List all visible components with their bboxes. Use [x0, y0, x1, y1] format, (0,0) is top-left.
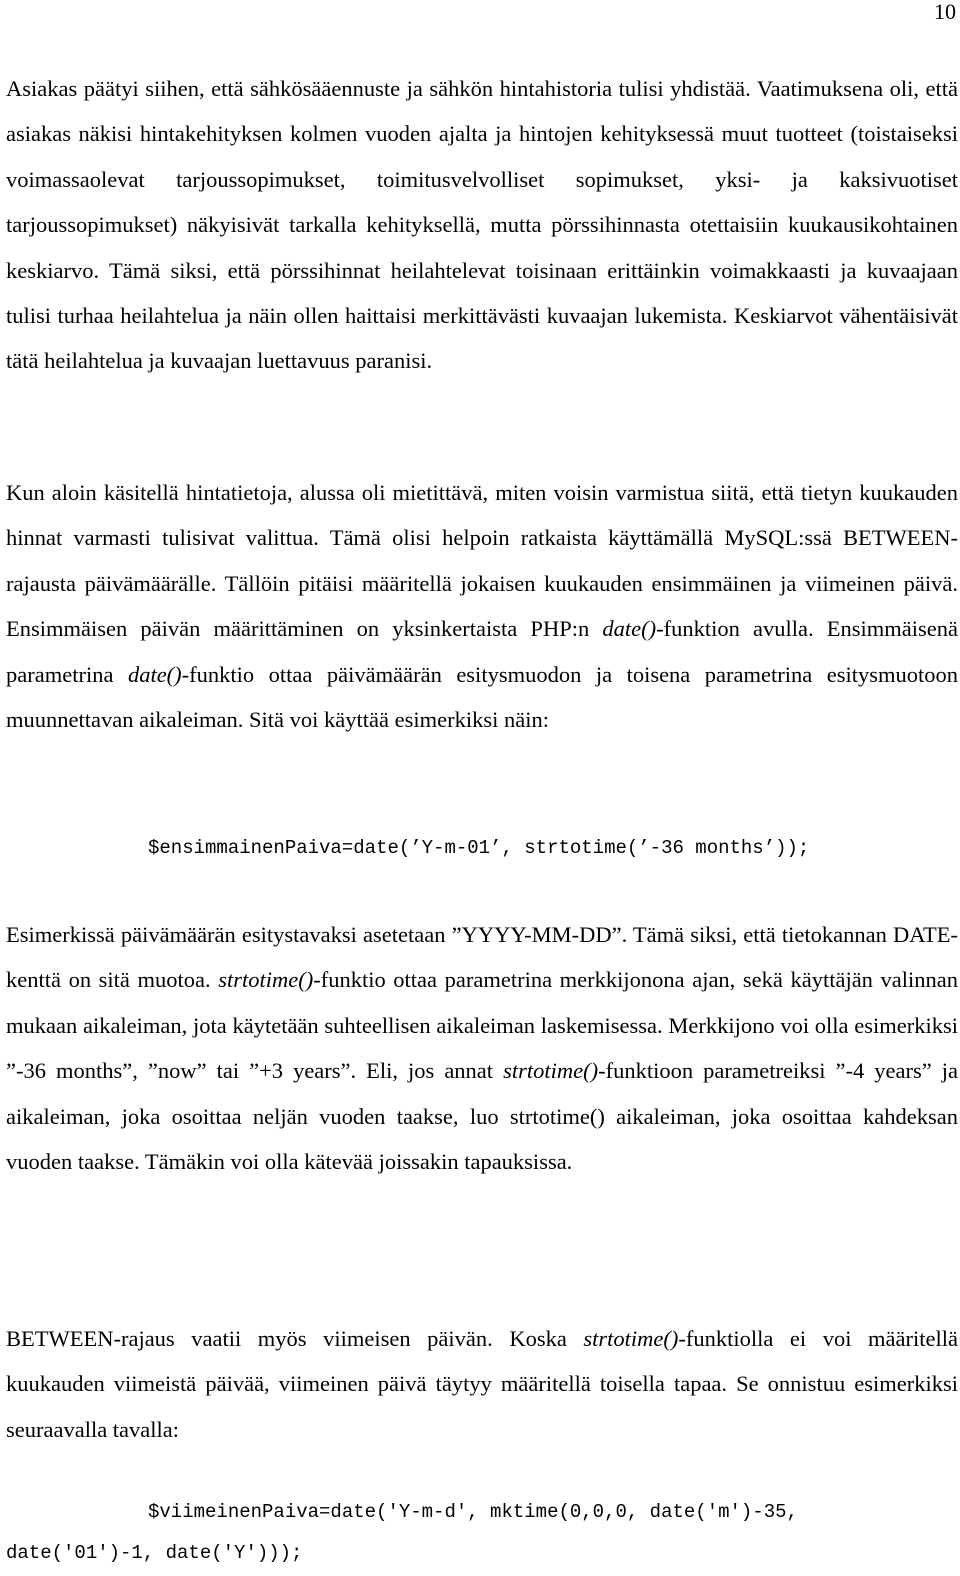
code-last-day-line2: date('01')-1, date('Y'))); [6, 1542, 303, 1564]
function-name: date() [127, 661, 182, 687]
paragraph-date-function [6, 470, 958, 742]
text-segment: BETWEEN-rajaus vaatii myös viimeisen päivän. Koska [6, 1326, 584, 1351]
paragraph-strtotime [6, 912, 958, 1184]
text-segment: -funktio ottaa päivämäärän esitysmuodon ja toisena parametrina esitysmuotoon muunnettavan aikaleiman. Sitä voi käyttää esimerkiksi näin: [6, 661, 958, 733]
function-name: date() [602, 616, 657, 642]
paragraph-between [6, 1316, 958, 1452]
text-segment: -funktio ottaa parametrina merkkijonona ajan, sekä käyttäjän valinnan mukaan aikaleiman, jota käytetään suhteellisen aikaleiman laskemisessa. Merkkijono voi olla esimerkiksi ”-36 months”, ”now” tai ”+3 years”. Eli, jos annat [6, 967, 959, 1084]
text-segment: Kun aloin käsitellä hintatietoja, alussa oli mietittävä, miten voisin varmistua siitä, että tietyn kuukauden hinnat varmasti tulisivat valittua. Tämä olisi helpoin ratkaista käyttämällä MySQL:ssä BETWEEN-rajausta päivämäärälle. Tällöin pitäisi määritellä jokaisen kuukauden ensimmäinen ja viimeinen päivä. Ensimmäisen päivän määrittäminen on yksinkertaista PHP:n [6, 480, 958, 642]
function-name: strtotime() [583, 1326, 679, 1351]
function-name: strtotime() [503, 1058, 599, 1084]
function-name: strtotime() [218, 967, 314, 993]
page-number: 10 [934, 0, 956, 24]
paragraph-intro [6, 66, 958, 384]
text-segment: -funktioon parametreiksi ”-4 years” ja aikaleiman, joka osoittaa neljän vuoden taakse, luo strtotime() aikaleiman, joka osoittaa kahdeksan vuoden taakse. Tämäkin voi olla kätevää joissakin tapauksissa. [6, 1058, 958, 1175]
text-segment: Asiakas päätyi siihen, että sähkösääennuste ja sähkön hintahistoria tulisi yhdistää. Vaatimuksena oli, että asiakas näkisi hintakehityksen kolmen vuoden ajalta ja hintojen kehityksessä muut tuotteet (toistaiseksi voimassaolevat tarjoussopimukset, toimitusvelvolliset sopimukset, yksi- ja kaksivuotiset tarjoussopimukset) näkyisivät tarkalla kehityksellä, mutta pörssihinnasta otettaisiin kuukausikohtainen keskiarvo. Tämä siksi, että pörssihinnat heilahtelevat toisinaan erittäinkin voimakkaasti ja kuvaajaan tulisi turhaa heilahtelua ja näin ollen haittaisi merkittävästi kuvaajan lukemista. Keskiarvot vähentäisivät tätä heilahtelua ja kuvaajan luettavuus paranisi. [6, 76, 958, 374]
text-segment: -funktiolla ei voi määritellä kuukauden viimeistä päivää, viimeinen päivä täytyy määritellä toisella tapaa. Se onnistuu esimerkiksi seuraavalla tavalla: [6, 1326, 958, 1442]
code-last-day-line1: $viimeinenPaiva=date('Y-m-d', mktime(0,0,0, date('m')-35, [148, 1501, 798, 1523]
code-first-day: $ensimmainenPaiva=date(’Y-m-01’, strtotime(’-36 months’)); [148, 837, 810, 859]
text-segment: -funktion avulla. Ensimmäisenä parametrina [6, 616, 958, 687]
text-segment: Esimerkissä päivämäärän esitystavaksi asetetaan ”YYYY-MM-DD”. Tämä siksi, että tietokannan DATE-kenttä on sitä muotoa. [6, 922, 958, 993]
